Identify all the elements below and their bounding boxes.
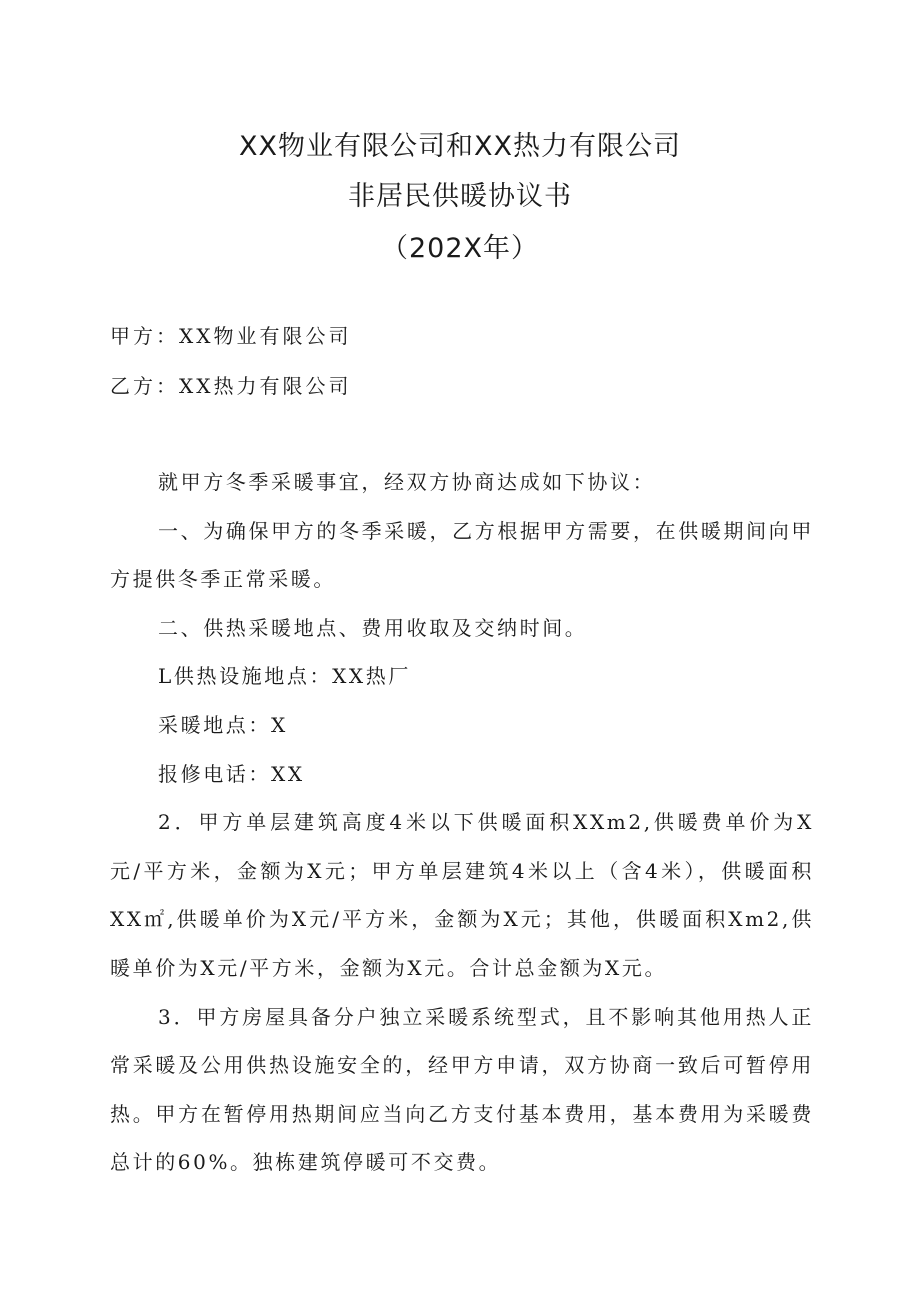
title-line-2: 非居民供暖协议书	[348, 181, 572, 212]
paragraph-repair-phone: 报修电话：XX	[158, 761, 305, 786]
paragraph-intro: 就甲方冬季采暖事宜，经双方协商达成如下协议：	[158, 470, 656, 494]
title-line-3: （202X年）	[380, 233, 540, 264]
party-a: 甲方：XX物业有限公司	[110, 324, 352, 348]
paragraph-clause-2: 二、供热采暖地点、费用收取及交纳时间。	[158, 615, 588, 640]
paragraph-facility-location: L供热设施地点：XX热厂	[158, 664, 411, 689]
paragraph-heating-location: 采暖地点：X	[158, 712, 288, 737]
agreement-body	[110, 458, 814, 1187]
paragraph-suspension: 3．甲方房屋具备分户独立采暖系统型式，且不影响其他用热人正常采暖及公用供热设施安全的，经甲方申请，双方协商一致后可暂停用热。甲方在暂停用热期间应当向乙方支付基本费用，基本费用为采暖费总计的60%。独栋建筑停暖可不交费。	[110, 1004, 814, 1175]
paragraph-clause-1: 一、为确保甲方的冬季采暖，乙方根据甲方需要，在供暖期间向甲方提供冬季正常采暖。	[110, 518, 814, 592]
paragraph-fees: 2．甲方单层建筑高度4米以下供暖面积XXm2,供暖费单价为X元/平方米，金额为X元；甲方单层建筑4米以上（含4米），供暖面积XX㎡,供暖单价为X元/平方米，金额为X元；其他，供暖面积Xm2,供暖单价为X元/平方米，金额为X元。合计总金额为X元。	[110, 810, 814, 980]
party-b: 乙方：XX热力有限公司	[110, 374, 352, 398]
title-line-1: XX物业有限公司和XX热力有限公司	[239, 131, 681, 162]
